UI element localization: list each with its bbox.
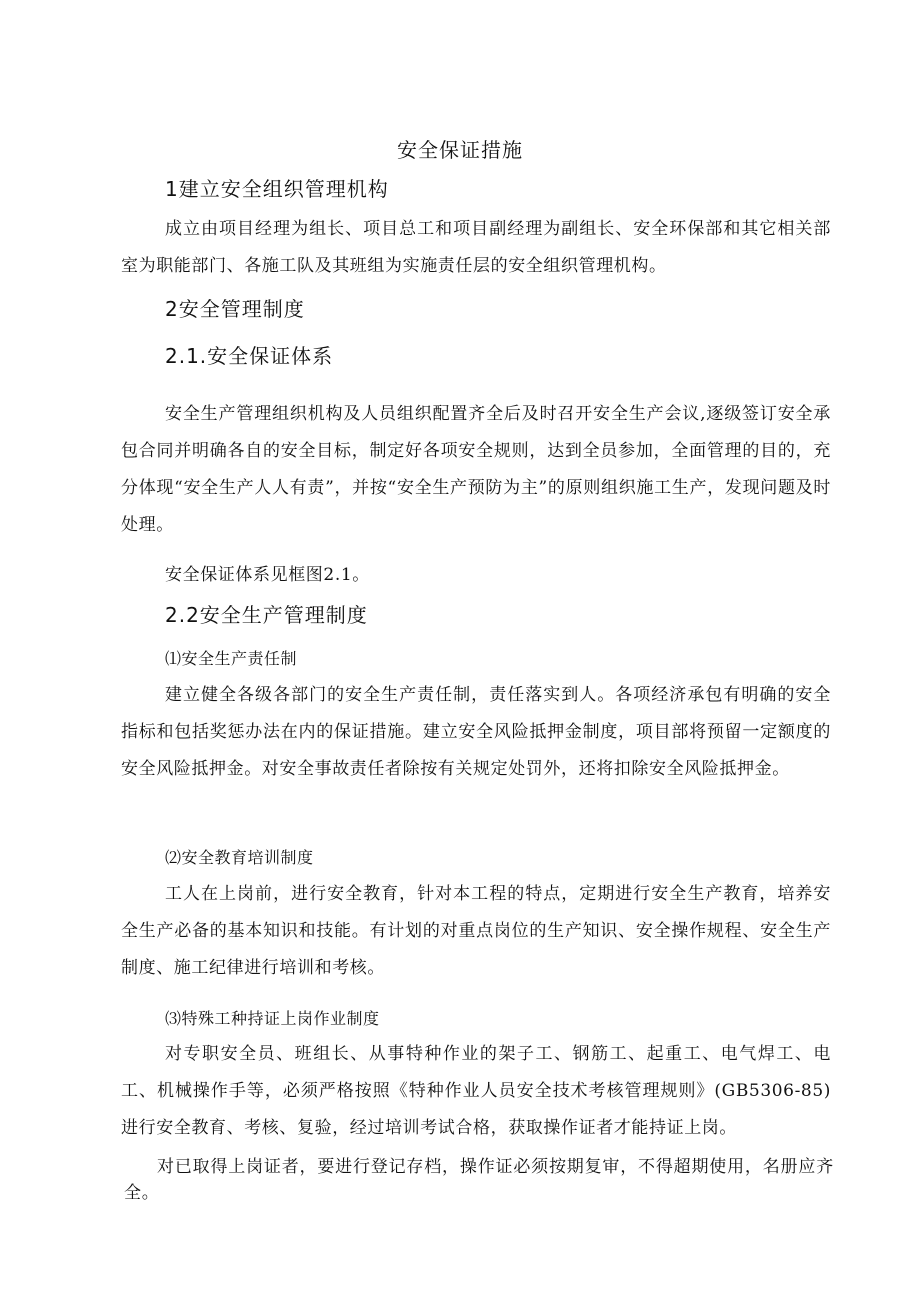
paragraph-responsibility: 建立健全各级各部门的安全生产责任制，责任落实到人。各项经济承包有明确的安全指标和包括奖惩办法在内的保证措施。建立安全风险抵押金制度，项目部将预留一定额度的安全风险抵押金。对安全事故责任者除按有关规定处罚外，还将扣除安全风险抵押金。 — [121, 685, 831, 779]
subheading-certification: ⑶特殊工种持证上岗作业制度 — [165, 1009, 380, 1028]
subheading-responsibility: ⑴安全生产责任制 — [165, 649, 298, 668]
subheading-training: ⑵安全教育培训制度 — [165, 848, 314, 867]
paragraph-certification: 对专职安全员、班组长、从事特种作业的架子工、钢筋工、起重工、电气焊工、电工、机械操作手等，必须严格按照《特种作业人员安全技术考核管理规则》(GB5306-85)进行安全教育、考核、复验，经过培训考试合格，获取操作证者才能持证上岗。 — [121, 1044, 831, 1138]
paragraph-training: 工人在上岗前，进行安全教育，针对本工程的特点，定期进行安全生产教育，培养安全生产必备的基本知识和技能。有计划的对重点岗位的生产知识、安全操作规程、安全生产制度、施工纪律进行培训和考核。 — [121, 884, 831, 978]
paragraph-registration: 对已取得上岗证者，要进行登记存档，操作证必须按期复审，不得超期使用，名册应齐全。 — [124, 1157, 834, 1203]
heading-2-1: 2.1.安全保证体系 — [165, 344, 334, 368]
paragraph-figure-ref: 安全保证体系见框图2.1。 — [165, 565, 370, 585]
paragraph-safety-system: 安全生产管理组织机构及人员组织配置齐全后及时召开安全生产会议,逐级签订安全承包合同并明确各自的安全目标，制定好各项安全规则，达到全员参加，全面管理的目的，充分体现“安全生产人人有责”，并按“安全生产预防为主”的原则组织施工生产，发现问题及时处理。 — [121, 404, 831, 535]
document-title: 安全保证措施 — [397, 138, 523, 162]
heading-2-2: 2.2安全生产管理制度 — [165, 603, 368, 627]
heading-2: 2安全管理制度 — [165, 297, 305, 321]
heading-1: 1建立安全组织管理机构 — [165, 177, 389, 201]
paragraph-org-structure: 成立由项目经理为组长、项目总工和项目副经理为副组长、安全环保部和其它相关部室为职能部门、各施工队及其班组为实施责任层的安全组织管理机构。 — [121, 219, 831, 276]
